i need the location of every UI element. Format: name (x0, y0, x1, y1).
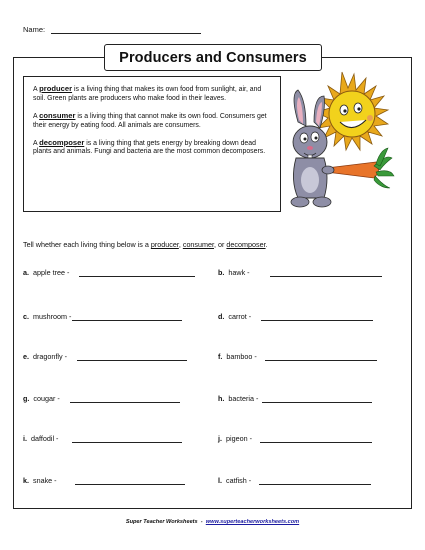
answer-line[interactable] (77, 353, 187, 361)
name-label: Name: (23, 25, 46, 34)
answer-line[interactable] (75, 477, 185, 485)
answer-line[interactable] (270, 269, 382, 277)
instructions: Tell whether each living thing below is a producer, consumer, or decomposer. (23, 240, 268, 249)
question-pigeon: j. pigeon - (218, 434, 372, 443)
answer-line[interactable] (70, 395, 180, 403)
question-catfish: l. catfish - (218, 476, 371, 485)
rabbit-icon (291, 90, 334, 207)
definition-producer: A producer is a living thing that makes its own food from sunlight, air, and soil. Green plants are producers who make food in their leaves. (33, 84, 262, 102)
page-title (104, 44, 322, 71)
term-consumer: consumer (39, 110, 76, 120)
footer: Super Teacher Worksheets - www.superteacherworksheets.com (125, 519, 300, 525)
page-title-text: Producers and Consumers (119, 49, 307, 66)
question-carrot: d. carrot - (218, 312, 373, 321)
question-daffodil: i. daffodil - (23, 434, 182, 443)
term-decomposer: decomposer (39, 137, 85, 147)
definition-decomposer: A decomposer is a living thing that gets energy by breaking down dead plants and animals. Fungi and bacteria are the most common decomposers. (33, 137, 266, 156)
question-bacteria: h. bacteria - (218, 394, 372, 403)
footer-url-link[interactable]: www.superteacherworksheets.com (205, 519, 300, 525)
question-hawk: b. hawk - (218, 268, 382, 277)
question-mushroom: c. mushroom - (23, 312, 182, 321)
answer-line[interactable] (265, 353, 377, 361)
definition-consumer: A consumer is a living thing that cannot make its own food. Consumers get their energy by eating food. All animals are consumers. (33, 110, 267, 129)
answer-line[interactable] (259, 477, 371, 485)
answer-line[interactable] (72, 313, 182, 321)
definitions-box (23, 76, 281, 212)
question-bamboo: f. bamboo - (218, 352, 377, 361)
name-row (23, 25, 201, 34)
sun-rabbit-carrot-illustration (280, 70, 398, 212)
answer-line[interactable] (79, 269, 195, 277)
answer-line[interactable] (72, 435, 182, 443)
question-snake: k. snake - (23, 476, 185, 485)
name-field[interactable] (51, 25, 201, 34)
answer-line[interactable] (261, 313, 373, 321)
answer-line[interactable] (262, 395, 372, 403)
question-dragonfly: e. dragonfly - (23, 352, 187, 361)
footer-brand: Super Teacher Worksheets (125, 519, 198, 525)
question-cougar: g. cougar - (23, 394, 180, 403)
answer-line[interactable] (260, 435, 372, 443)
term-producer: producer (39, 84, 73, 93)
question-apple-tree: a. apple tree - (23, 268, 195, 277)
